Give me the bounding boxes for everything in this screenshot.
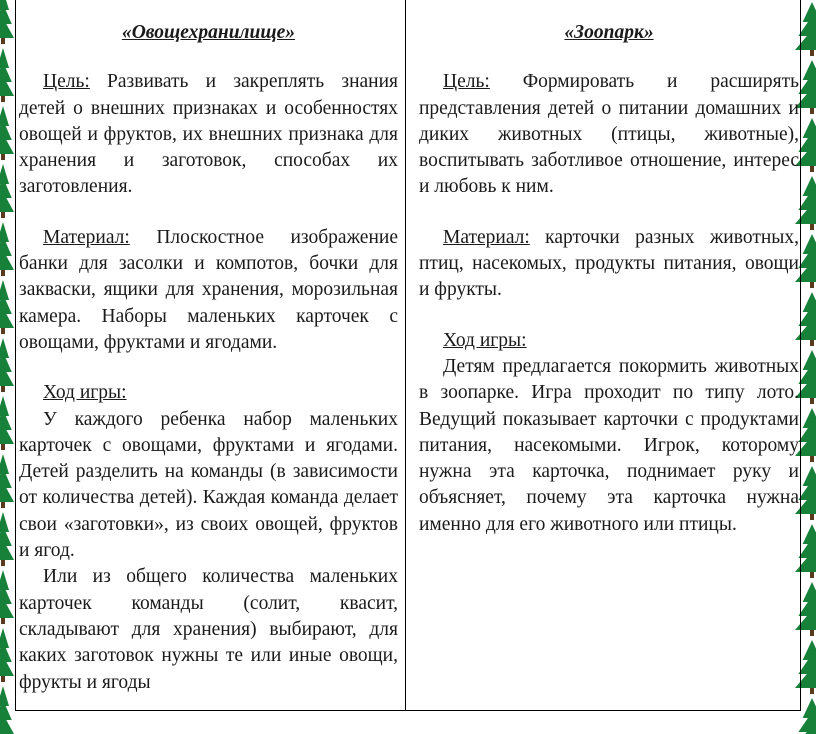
fir-tree-icon <box>0 512 14 566</box>
goal-text: Развивать и закреплять знания детей о внешних признаках и особенностях овощей и фруктов, их внешних признака для хранения и заготовок, способах их заготовления. <box>19 71 398 198</box>
column-divider <box>405 0 406 710</box>
fir-tree-icon <box>0 628 14 682</box>
process-heading: Ход игры: <box>443 329 527 351</box>
goal-text: Формировать и расширять представления детей о питании домашних и диких животных (птицы, животные), воспитывать заботливое отношение, интерес и любовь к ним. <box>419 71 799 198</box>
material-label: Материал: <box>443 226 530 248</box>
fir-tree-icon <box>0 686 14 734</box>
fir-tree-icon <box>0 106 14 160</box>
game-title: «Овощехранилище» <box>121 22 296 43</box>
fir-tree-icon <box>0 280 14 334</box>
process-heading: Ход игры: <box>43 382 127 404</box>
fir-tree-icon <box>0 0 14 44</box>
fir-tree-icon <box>0 454 14 508</box>
goal-paragraph <box>419 69 799 200</box>
game-card-vegetable-storage <box>19 0 398 696</box>
fir-tree-icon <box>0 338 14 392</box>
game-title: «Зоопарк» <box>564 22 654 43</box>
material-text: карточки разных животных, птиц, насекомых, продукты питания, овощи и фрукты. <box>419 226 799 301</box>
games-table <box>15 0 801 711</box>
material-paragraph <box>19 225 398 356</box>
process-paragraph-2: Или из общего количества маленьких карточек команды (солит, квасит, складывают для хранения) выбирают, для каких заготовок нужны те или иные овощи, фрукты и ягоды <box>19 566 398 693</box>
goal-label: Цель: <box>43 71 90 93</box>
fir-tree-icon <box>0 570 14 624</box>
material-paragraph <box>419 225 799 304</box>
process-paragraph: Детям предлагается покормить животных в зоопарке. Игра проходит по типу лото. Ведущий показывает карточки с продуктами питания, насекомыми. Игрок, которому нужна эта карточка, поднимает руку и объясняет, почему эта карточка нужна именно для его животного или птицы. <box>419 355 799 535</box>
process-paragraph-1: У каждого ребенка набор маленьких карточек с овощами, фруктами и ягодами. Детей разделить на команды (в зависимости от количества детей). Каждая команда делает свои «заготовки», из своих овощей, фруктов и ягод. <box>19 408 398 562</box>
material-text: Плоскостное изображение банки для засолки и компотов, бочки для закваски, ящики для хранения, морозильная камера. Наборы маленьких карточек с овощами, фруктами и ягодами. <box>19 226 398 353</box>
goal-label: Цель: <box>443 71 490 93</box>
game-card-zoo <box>419 0 799 538</box>
material-label: Материал: <box>43 226 130 248</box>
fir-tree-icon <box>0 222 14 276</box>
fir-tree-icon <box>0 164 14 218</box>
goal-paragraph <box>19 69 398 200</box>
fir-tree-icon <box>0 48 14 102</box>
fir-tree-icon <box>0 396 14 450</box>
